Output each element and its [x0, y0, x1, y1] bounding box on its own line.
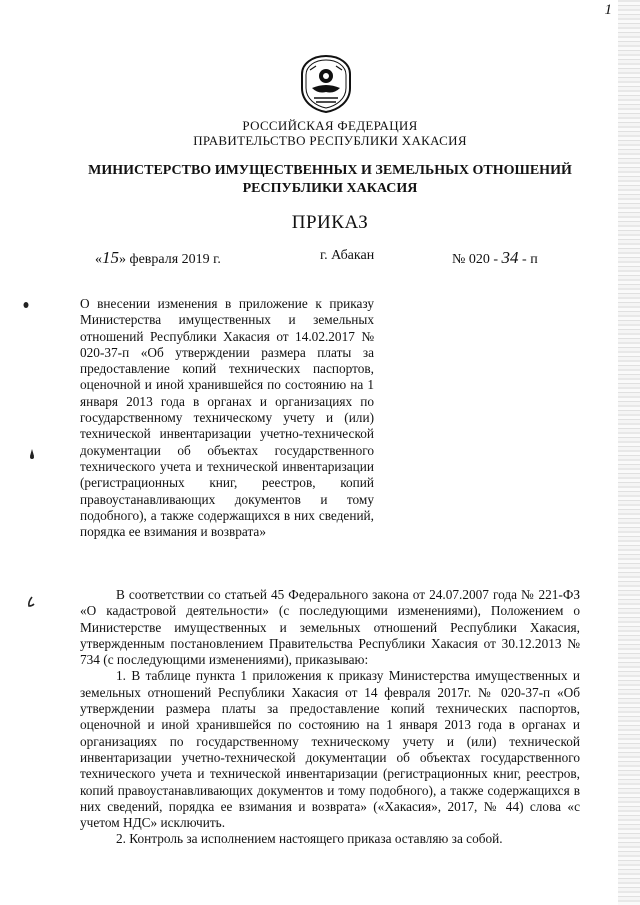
page-number: 1 — [604, 2, 612, 18]
body-paragraph-preamble: В соответствии со статьей 45 Федерального закона от 24.07.2007 года № 221-ФЗ «О кадастровой деятельности» (с последующими изменениями), Положением о Министерстве имущественных и земельных отношений Республики Хакасия, утвержденным постановлением Правительства Республики Хакасия от 30.12.2013 № 734 (с последующими изменениями), приказываю: — [80, 587, 580, 668]
scan-dot-mark — [22, 300, 30, 310]
ministry-heading — [80, 162, 580, 198]
order-city: г. Абакан — [320, 248, 375, 263]
document-type-title: ПРИКАЗ — [291, 212, 369, 233]
body-paragraph-item-2: 2. Контроль за исполнением настоящего приказа оставляю за собой. — [116, 831, 503, 847]
body-paragraph-item-1: 1. В таблице пункта 1 приложения к приказу Министерства имущественных и земельных отношений Республики Хакасия от 14 февраля 2017г. № 020-37-п «Об утверждении размера платы за предоставление копий технических паспортов, оценочной и иной хранившейся по состоянию на 1 января 2013 года в органах и организациях по государственному техническому учету и (или) технической инвентаризации учетно-технической документации об объектах государственного технического учета и технической инвентаризации (регистрационных книг, реестров, копий правоустанавливающих документов и тому подобного), а также содержащихся в них сведений, порядка ее взимания и возврата» («Хакасия», 2017, № 44) слова «с учетом НДС» исключить. — [80, 668, 580, 831]
order-date — [95, 248, 221, 268]
country-heading: РОССИЙСКАЯ ФЕДЕРАЦИЯ — [242, 118, 418, 133]
government-heading: ПРАВИТЕЛЬСТВО РЕСПУБЛИКИ ХАКАСИЯ — [193, 133, 467, 148]
handwritten-day: 15 — [102, 248, 119, 267]
order-number-prefix: № 020 - — [452, 252, 499, 267]
ministry-line-2: РЕСПУБЛИКИ ХАКАСИЯ — [242, 181, 418, 196]
scan-edge-artifact — [618, 0, 640, 905]
ministry-line-1: МИНИСТЕРСТВО ИМУЩЕСТВЕННЫХ И ЗЕМЕЛЬНЫХ ОТНОШЕНИЙ — [88, 163, 572, 178]
order-body — [80, 587, 580, 848]
scan-dot-mark — [28, 448, 36, 460]
order-subject: О внесении изменения в приложение к приказу Министерства имущественных и земельных отношений Республики Хакасия от 14.02.2017 № 020-37-п «Об утверждении размера платы за предоставление копий технических паспортов, оценочной и иной хранившейся по состоянию на 1 января 2013 года в органах и организациях по государственному техническому учету и (или) технической инвентаризации учетно-технической документации об объектах государственного технического учета и технической инвентаризации (регистрационных книг, реестров, копий правоустанавливающих документов и тому подобного), а также содержащихся в них сведений, порядка ее взимания и возврата» — [80, 296, 374, 540]
date-quote-open: « — [95, 252, 102, 267]
date-month-year: февраля 2019 г. — [129, 252, 221, 267]
handwritten-order-number: 34 — [501, 248, 519, 267]
order-number — [452, 248, 538, 268]
scan-dot-mark — [26, 596, 36, 608]
order-number-suffix: - п — [522, 252, 538, 267]
coat-of-arms-icon — [300, 54, 352, 114]
date-quote-close: » — [119, 252, 126, 267]
